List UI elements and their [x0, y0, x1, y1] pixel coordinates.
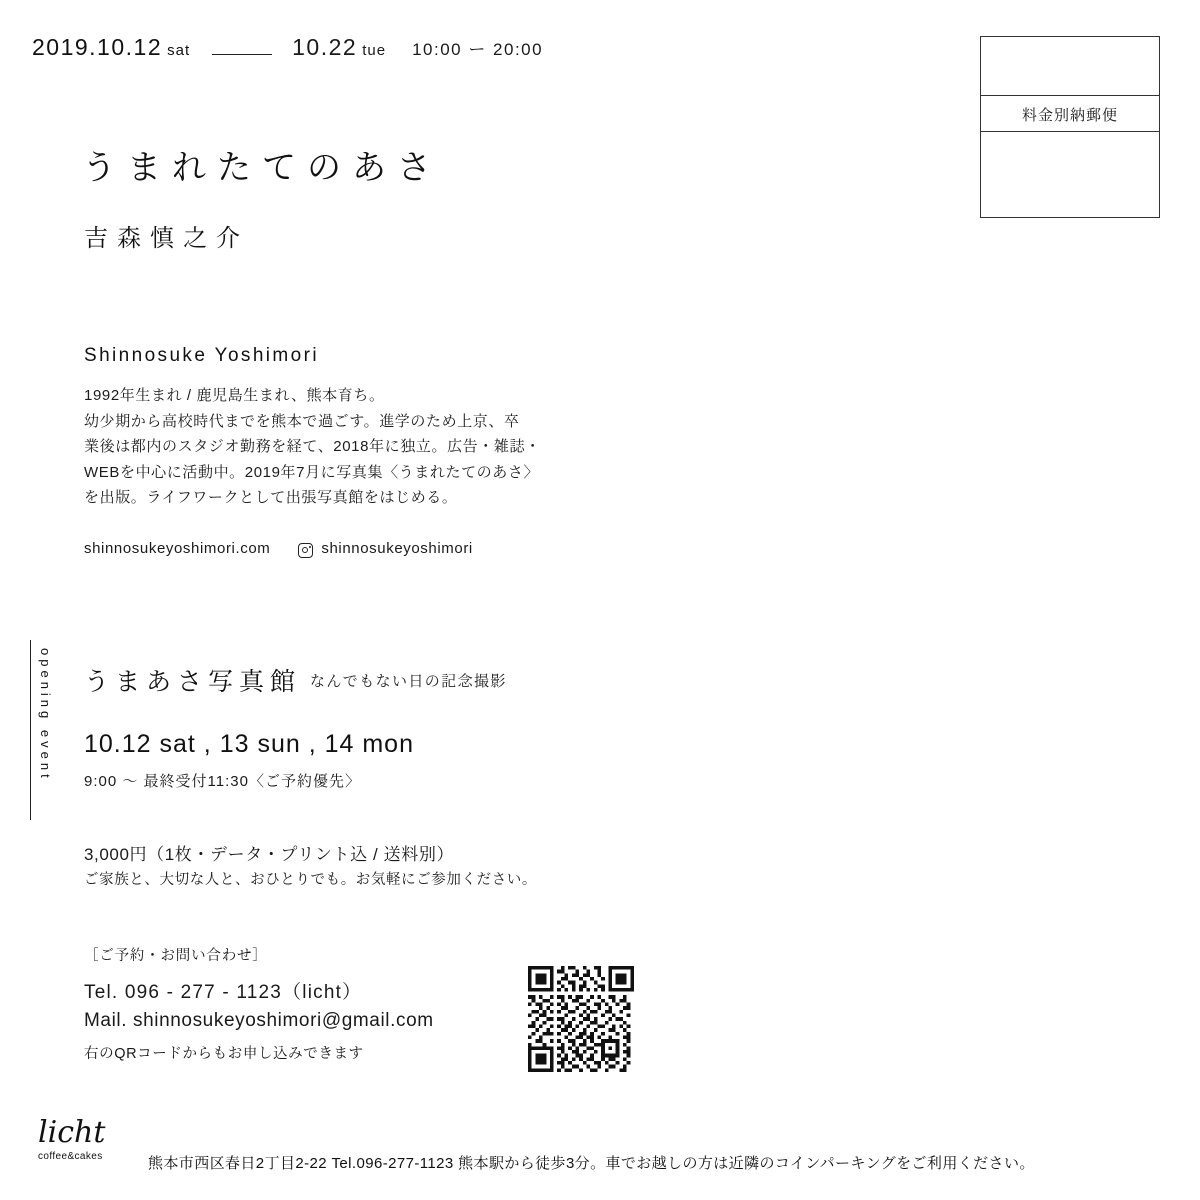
bio-line-5: を出版。ライフワークとして出張写真館をはじめる。 — [84, 489, 458, 506]
date-start-value: 2019.10.12 — [32, 34, 163, 60]
date-separator-rule — [212, 54, 272, 55]
event-subtitle: なんでもない日の記念撮影 — [310, 673, 507, 690]
bio-line-4: WEBを中心に活動中。2019年7月に写真集〈うまれたてのあさ〉 — [84, 463, 540, 481]
date-start — [32, 34, 190, 61]
time-range: 10:00 ー 20:00 — [412, 40, 544, 59]
date-start-dow: sat — [167, 42, 191, 59]
venue-logo-word: licht — [38, 1115, 106, 1150]
event-hours: 9:00 〜 最終受付11:30〈ご予約優先〉 — [84, 773, 361, 790]
instagram-icon — [298, 543, 313, 558]
qr-code-icon[interactable] — [528, 966, 634, 1072]
bio-line-3: 業後は都内のスタジオ勤務を経て、2018年に独立。広告・雑誌・ — [84, 438, 541, 455]
author-bio — [84, 383, 644, 511]
contact-email[interactable]: Mail. shinnosukeyoshimori@gmail.com — [84, 1010, 434, 1031]
page-title: うまれたてのあさ — [82, 149, 442, 187]
postage-box-divider-top — [981, 95, 1159, 96]
venue-logo-subtitle: coffee&cakes — [38, 1151, 103, 1162]
venue-logo — [38, 1115, 138, 1162]
author-name-en: Shinnosuke Yoshimori — [84, 345, 319, 366]
opening-event-rule — [30, 640, 31, 820]
venue-address: 熊本市西区春日2丁目2-22 Tel.096-277-1123 熊本駅から徒歩3分。車でお越しの方は近隣のコインパーキングをご利用ください。 — [148, 1155, 1035, 1172]
opening-event-label: opening event — [38, 648, 53, 782]
author-links — [84, 540, 473, 557]
event-title: うまあさ写真館 — [84, 668, 302, 696]
event-note: ご家族と、大切な人と、おひとりでも。お気軽にご参加ください。 — [84, 872, 537, 888]
bio-line-1: 1992年生まれ / 鹿児島生まれ、熊本育ち。 — [84, 387, 385, 404]
event-date-line — [32, 34, 543, 61]
postage-stamp-box — [980, 36, 1160, 218]
contact-qr-note: 右のQRコードからもお申し込みできます — [84, 1046, 364, 1062]
event-price: 3,000円（1枚・データ・プリント込 / 送料別） — [84, 845, 455, 864]
author-name-jp: 吉森慎之介 — [84, 225, 249, 252]
bio-line-2: 幼少期から高校時代までを熊本で過ごす。進学のため上京、卒 — [84, 412, 520, 430]
instagram-handle[interactable]: shinnosukeyoshimori — [321, 540, 473, 557]
postage-label: 料金別納郵便 — [1021, 106, 1118, 124]
contact-heading: ［ご予約・お問い合わせ］ — [84, 948, 268, 964]
date-end-value: 10.22 — [292, 34, 358, 60]
postage-box-divider-bottom — [981, 131, 1159, 132]
date-end-dow: tue — [362, 42, 387, 59]
date-end — [292, 34, 386, 61]
website-link[interactable]: shinnosukeyoshimori.com — [84, 540, 271, 557]
event-dates: 10.12 sat , 13 sun , 14 mon — [84, 730, 414, 758]
contact-telephone[interactable]: Tel. 096 - 277 - 1123（licht） — [84, 982, 363, 1003]
